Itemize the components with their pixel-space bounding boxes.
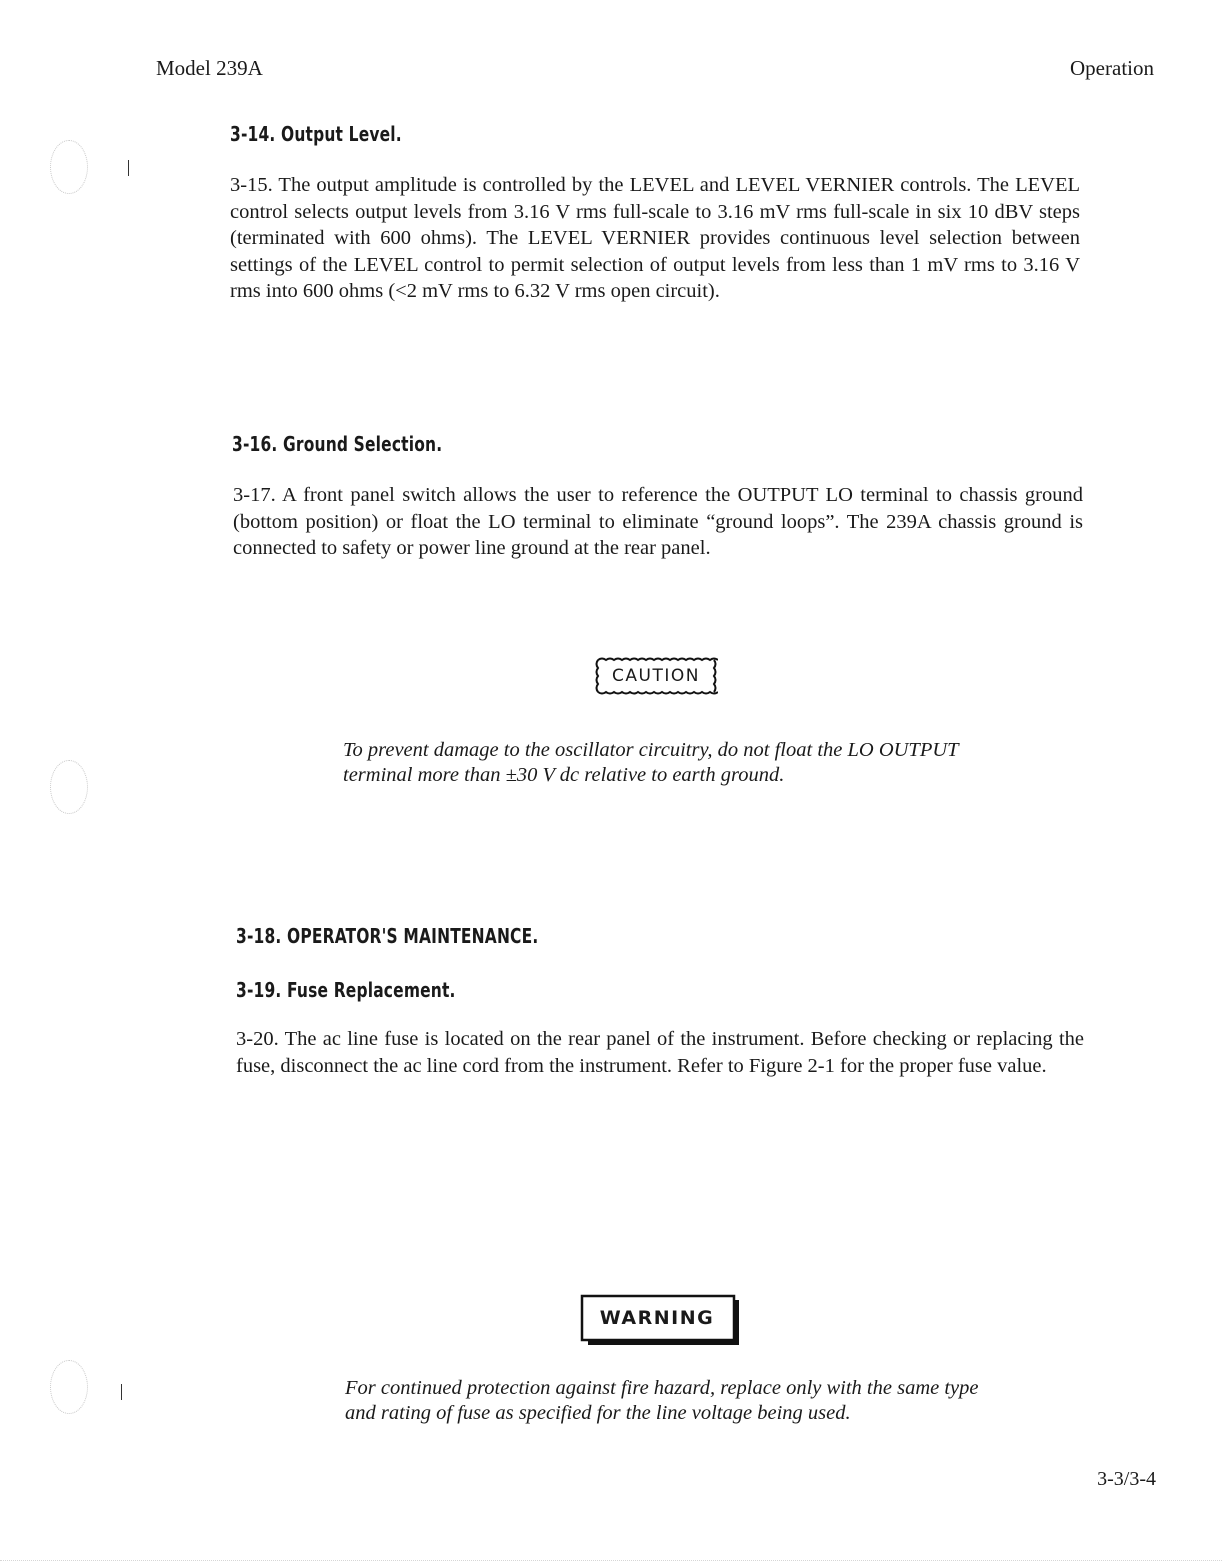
caution-note: To prevent damage to the oscillator circuitry, do not float the LO OUTPUT terminal more than ±30 V dc relative to earth ground. [343,739,959,786]
paragraph-fuse-replacement: 3-20. The ac line fuse is located on the rear panel of the instrument. Before checking or replacing the fuse, disconnect the ac line cord from the instrument. Refer to Figure 2-1 for the proper fuse value. [236,1028,1084,1077]
paragraph-output-level: 3-15. The output amplitude is controlled by the LEVEL and LEVEL VERNIER controls. The LEVEL control selects output levels from 3.16 V rms full-scale to 3.16 mV rms full-scale in six 10 dBV steps (terminated with 600 ohms). The LEVEL VERNIER provides continuous level selection between settings of the LEVEL control to permit selection of output levels from less than 1 mV rms to 3.16 V rms into 600 ohms (<2 mV rms to 6.32 V rms open circuit). [230,174,1080,302]
heading-ground-selection: 3-16. Ground Selection. [232,432,443,456]
scan-bottom-edge [0,1560,1222,1561]
punch-hole-bottom [50,1360,88,1414]
header-section: Operation [1070,56,1154,80]
change-bar-bottom [121,1384,122,1400]
punch-hole-middle [50,760,88,814]
heading-operators-maintenance: 3-18. OPERATOR'S MAINTENANCE. [236,924,539,948]
warning-label [580,1292,740,1350]
header-model: Model 239A [156,56,263,80]
caution-text-label: CAUTION [612,666,700,686]
change-bar-top [128,160,129,176]
paragraph-ground-selection: 3-17. A front panel switch allows the user to reference the OUTPUT LO terminal to chassis ground (bottom position) or float the LO terminal to eliminate “ground loops”. The 239A chassis ground is connected to safety or power line ground at the rear panel. [233,484,1083,559]
warning-note: For continued protection against fire hazard, replace only with the same type and rating of fuse as specified for the line voltage being used. [345,1377,979,1424]
heading-fuse-replacement: 3-19. Fuse Replacement. [236,978,456,1002]
warning-text-label: WARNING [599,1307,715,1329]
page-number: 3-3/3-4 [1097,1468,1156,1490]
heading-output-level: 3-14. Output Level. [230,122,402,146]
punch-hole-top [50,140,88,194]
caution-label [594,656,718,696]
